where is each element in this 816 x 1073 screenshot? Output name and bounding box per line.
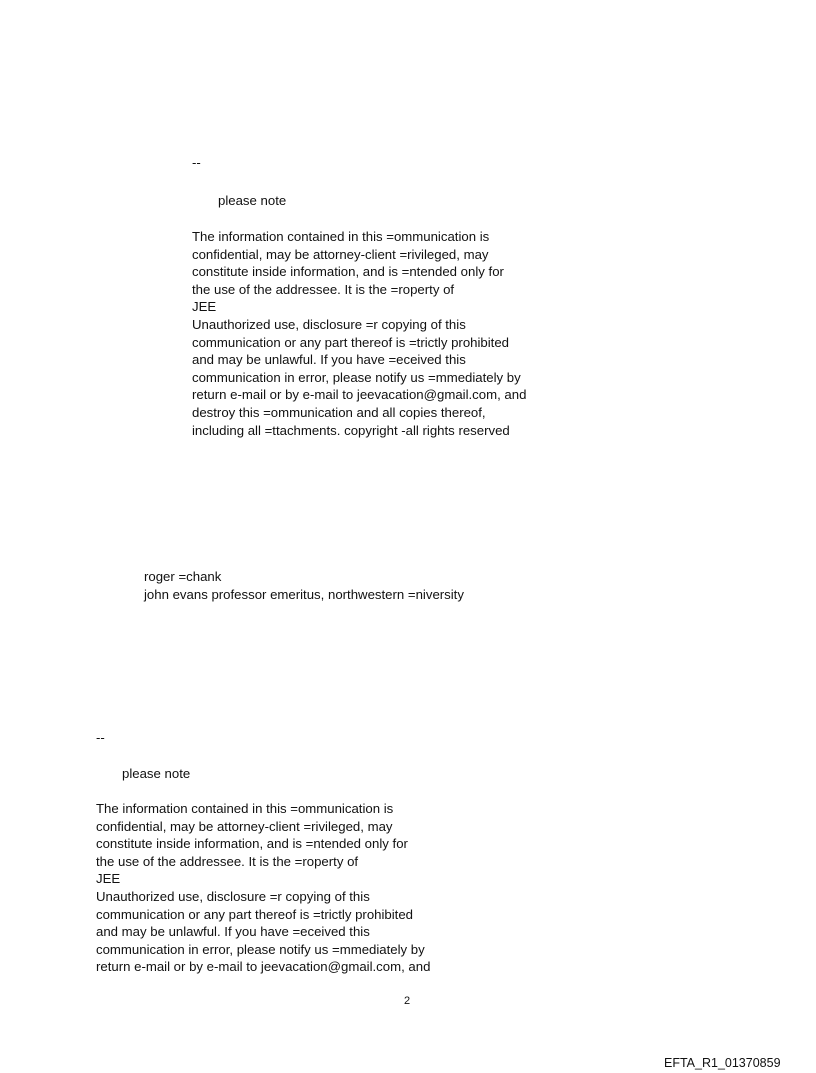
- notice-line: confidential, may be attorney-client =rivileged, may: [192, 246, 489, 262]
- notice-line: including all =ttachments. copyright -all rights reserved: [192, 422, 510, 438]
- page-number: 2: [404, 995, 411, 1007]
- please-note-heading: please note: [218, 193, 287, 208]
- document-id: EFTA_R1_01370859: [664, 1056, 781, 1070]
- notice-line: constitute inside information, and is =ntended only for: [96, 836, 408, 852]
- sender-title: john evans professor emeritus, northwestern =niversity: [144, 586, 464, 602]
- confidentiality-notice: [192, 228, 526, 439]
- notice-line: communication in error, please notify us =mmediately by: [192, 369, 521, 385]
- notice-line: constitute inside information, and is =ntended only for: [192, 264, 504, 280]
- notice-line: the use of the addressee. It is the =roperty of: [192, 281, 455, 297]
- signature-dashes: --: [192, 155, 201, 170]
- notice-line: and may be unlawful. If you have =eceived this: [192, 352, 466, 368]
- signature-dashes: --: [96, 730, 105, 745]
- notice-line: The information contained in this =ommunication is: [192, 229, 490, 244]
- sender-name: roger =chank: [144, 569, 222, 584]
- notice-line: destroy this =ommunication and all copies thereof,: [192, 404, 486, 420]
- notice-line: Unauthorized use, disclosure =r copying of this: [192, 316, 466, 332]
- notice-line: the use of the addressee. It is the =roperty of: [96, 853, 359, 869]
- notice-line: and may be unlawful. If you have =eceived this: [96, 924, 370, 940]
- notice-line: The information contained in this =ommunication is: [96, 801, 394, 816]
- notice-line: JEE: [192, 299, 217, 315]
- notice-line: return e-mail or by e-mail to jeevacation@gmail.com, and: [96, 959, 431, 975]
- notice-line: communication or any part thereof is =trictly prohibited: [192, 334, 510, 350]
- notice-line: Unauthorized use, disclosure =r copying of this: [96, 888, 370, 904]
- notice-line: confidential, may be attorney-client =rivileged, may: [96, 818, 393, 834]
- notice-line: return e-mail or by e-mail to jeevacation@gmail.com, and: [192, 387, 527, 403]
- please-note-heading: please note: [122, 766, 191, 781]
- notice-line: communication or any part thereof is =trictly prohibited: [96, 906, 414, 922]
- notice-line: JEE: [96, 871, 121, 887]
- confidentiality-notice: [96, 800, 430, 976]
- notice-line: communication in error, please notify us =mmediately by: [96, 941, 425, 957]
- sender-signature: [144, 568, 464, 603]
